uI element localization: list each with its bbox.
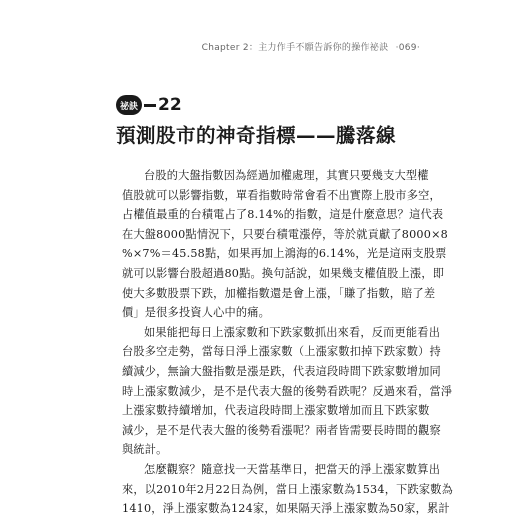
running-title: Chapter 2：主力作手不願告訴你的操作祕訣 xyxy=(201,43,389,53)
body-line: 續減少，無論大盤指數是漲是跌，代表這段時間下跌家數增加同 xyxy=(122,364,441,378)
running-header xyxy=(202,40,420,53)
body-text xyxy=(122,166,454,519)
body-line: 使大多數股票下跌，加權指數還是會上漲，「賺了指數，賠了差 xyxy=(122,286,436,300)
body-line: 減少，是不是代表大盤的後勢看漲呢？兩者皆需要長時間的觀察 xyxy=(122,423,441,437)
body-line: 價」是很多投資人心中的痛。 xyxy=(122,306,271,320)
body-line: 1410，淨上漲家數為124家，如果隔天淨上漲家數為50家，累計 xyxy=(122,502,450,516)
section-tag-badge: 祕訣 xyxy=(116,95,142,115)
body-line: 上漲家數持續增加，代表這段時間上漲家數增加而且下跌家數 xyxy=(122,404,430,418)
body-line: 在大盤8000點情況下，只要台積電漲停，等於就貢獻了8000×8 xyxy=(122,227,448,241)
body-line: 就可以影響台股超過80點。換句話說，如果幾支權值股上漲，即 xyxy=(122,266,445,280)
body-line: 時上漲家數減少，是不是代表大盤的後勢看跌呢？反過來看，當淨 xyxy=(122,384,453,398)
body-line: 值股就可以影響指數，單看指數時常會看不出實際上股市多空， xyxy=(122,188,441,202)
body-line: 與統計。 xyxy=(122,443,168,457)
body-line: 怎麼觀察？隨意找一天當基準日，把當天的淨上漲家數算出 xyxy=(144,462,441,476)
body-line: 占權值最重的台積電占了8.14%的指數，這是什麼意思？這代表 xyxy=(122,208,444,222)
body-line: %×7%＝45.58點，如果再加上鴻海的6.14%，光是這兩支股票 xyxy=(122,247,447,261)
section-number: 22 xyxy=(158,95,182,115)
body-line: 台股的大盤指數因為經過加權處理，其實只要幾支大型權 xyxy=(144,169,429,182)
section-heading xyxy=(116,94,182,116)
section-title: 預測股市的神奇指標——騰落線 xyxy=(116,124,397,147)
body-line: 來，以2010年2月22日為例，當日上漲家數為1534，下跌家數為 xyxy=(122,482,454,496)
heading-dash-rule xyxy=(144,104,156,107)
body-line: 台股多空走勢，當每日淨上漲家數（上漲家數扣掉下跌家數）持 xyxy=(122,345,441,359)
body-line: 如果能把每日上漲家數和下跌家數抓出來看，反而更能看出 xyxy=(144,325,441,339)
page-number: ‧069‧ xyxy=(395,43,420,53)
